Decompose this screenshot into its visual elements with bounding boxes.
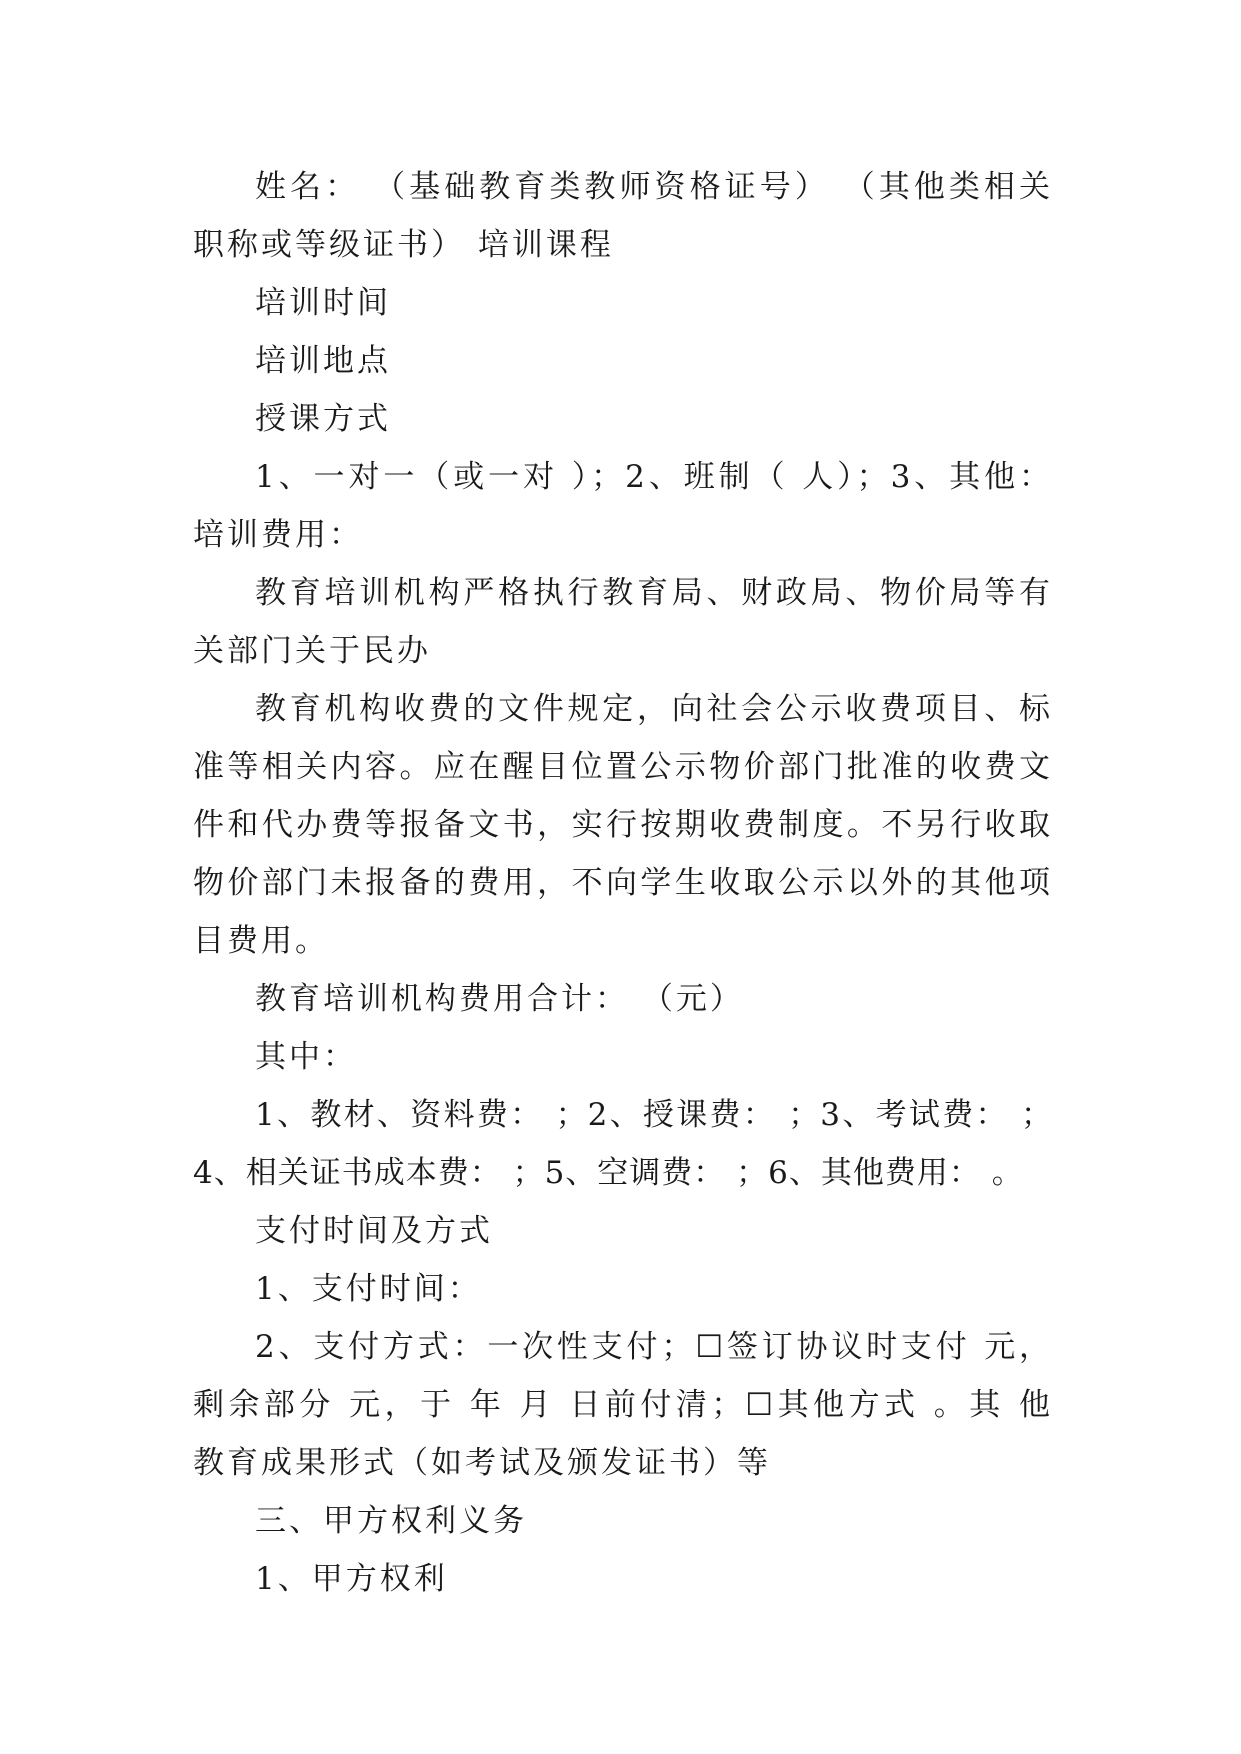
- paragraph-training-time: 培训时间: [255, 285, 391, 321]
- paragraph-training-location: 培训地点: [255, 343, 391, 379]
- document-body: [193, 158, 1053, 1608]
- section-heading-party-a: 三、甲方权利义务: [255, 1503, 527, 1539]
- paragraph-payment-heading: 支付时间及方式: [255, 1213, 493, 1249]
- subsection-heading-party-a-rights: 1、甲方权利: [255, 1561, 448, 1597]
- paragraph-class-type: 1、一对一（或一对 ）；2、班制（ 人）；3、其他： 培训费用：: [193, 459, 1053, 553]
- paragraph-fee-total: 教育培训机构费用合计： （元）: [255, 981, 744, 1017]
- paragraph-fee-regulation: 教育培训机构严格执行教育局、财政局、物价局等有关部门关于民办: [193, 575, 1053, 669]
- paragraph-fee-breakdown: 1、教材、资料费： ；2、授课费： ；3、考试费： ；4、相关证书成本费： ；5、空调费： ；6、其他费用： 。: [193, 1097, 1053, 1191]
- paragraph-fee-disclosure: 教育机构收费的文件规定，向社会公示收费项目、标准等相关内容。应在醒目位置公示物价部门批准的收费文件和代办费等报备文书，实行按期收费制度。不另行收取物价部门未报备的费用，不向学生收取公示以外的其他项目费用。: [193, 691, 1053, 959]
- paragraph-payment-method: 2、支付方式：一次性支付；☐签订协议时支付 元，剩余部分 元，于 年 月 日前付清；☐其他方式 。其 他 教育成果形式（如考试及颁发证书）等: [193, 1329, 1053, 1481]
- paragraph-teaching-method: 授课方式: [255, 401, 391, 437]
- paragraph-student-info: 姓名： （基础教育类教师资格证号） （其他类相关职称或等级证书） 培训课程: [193, 169, 1053, 263]
- paragraph-fee-breakdown-heading: 其中：: [255, 1039, 357, 1075]
- paragraph-payment-time: 1、支付时间：: [255, 1271, 482, 1307]
